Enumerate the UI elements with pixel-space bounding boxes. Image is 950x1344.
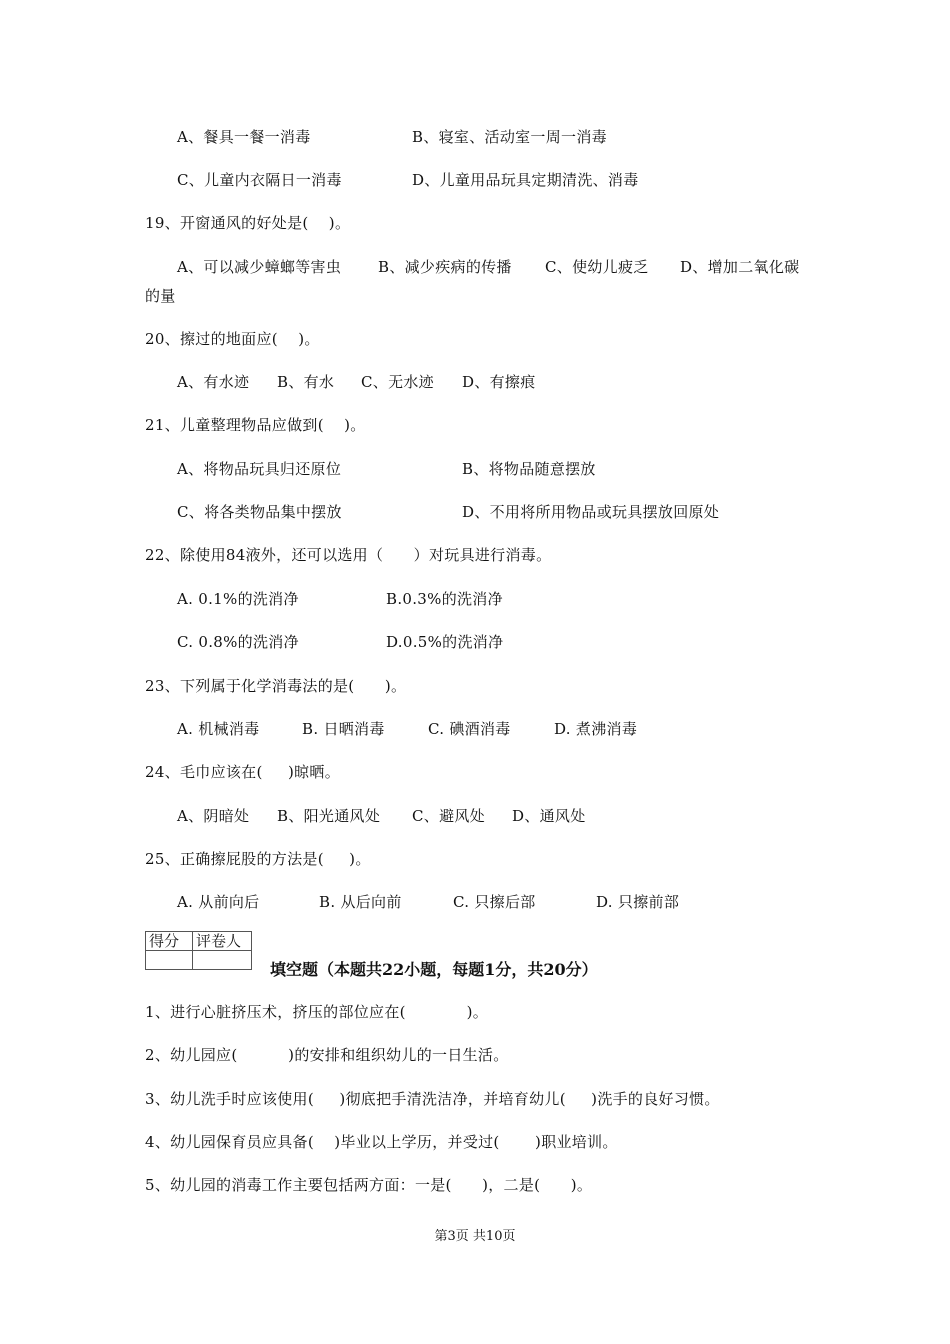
- q25-option-b: B. 从后向前: [319, 893, 402, 911]
- q19-option-a: A、可以减少蟑螂等害虫: [177, 258, 342, 276]
- section-title: 填空题（本题共22小题，每题1分，共20分）: [270, 960, 598, 979]
- q21-stem: 21、儿童整理物品应做到( )。: [145, 416, 366, 434]
- q22-option-a: A. 0.1%的洗消净: [177, 590, 299, 608]
- fill-question-1: 1、进行心脏挤压术，挤压的部位应在( )。: [145, 1003, 489, 1021]
- score-box: [145, 931, 252, 970]
- q19-option-d-continued: 的量: [145, 287, 176, 305]
- q19-option-d: D、增加二氧化碳: [680, 258, 800, 276]
- q19-option-c: C、使幼儿疲乏: [545, 258, 649, 276]
- q20-option-b: B、有水: [277, 373, 335, 391]
- q18-option-d: D、儿童用品玩具定期清洗、消毒: [412, 171, 639, 189]
- score-label: 得分: [146, 932, 193, 951]
- q20-stem: 20、擦过的地面应( )。: [145, 330, 320, 348]
- q24-option-d: D、通风处: [512, 807, 586, 825]
- q20-option-c: C、无水迹: [361, 373, 434, 391]
- q23-option-d: D. 煮沸消毒: [554, 720, 638, 738]
- q21-option-a: A、将物品玩具归还原位: [177, 460, 342, 478]
- fill-question-4: 4、幼儿园保育员应具备( )毕业以上学历，并受过( )职业培训。: [145, 1133, 618, 1151]
- q19-option-b: B、减少疾病的传播: [378, 258, 512, 276]
- q25-option-d: D. 只擦前部: [596, 893, 680, 911]
- q18-option-c: C、儿童内衣隔日一消毒: [177, 171, 342, 189]
- q18-option-a: A、餐具一餐一消毒: [177, 128, 311, 146]
- q24-option-b: B、阳光通风处: [277, 807, 381, 825]
- q21-option-d: D、不用将所用物品或玩具摆放回原处: [462, 503, 720, 521]
- q21-option-c: C、将各类物品集中摆放: [177, 503, 342, 521]
- score-cell: [146, 951, 193, 970]
- fill-question-3: 3、幼儿洗手时应该使用( )彻底把手清洗洁净，并培育幼儿( )洗手的良好习惯。: [145, 1090, 720, 1108]
- q23-stem: 23、下列属于化学消毒法的是( )。: [145, 677, 407, 695]
- q24-option-a: A、阴暗处: [177, 807, 250, 825]
- q21-option-b: B、将物品随意摆放: [462, 460, 596, 478]
- q20-option-d: D、有擦痕: [462, 373, 536, 391]
- q23-option-a: A. 机械消毒: [177, 720, 260, 738]
- grader-cell: [193, 951, 252, 970]
- q23-option-c: C. 碘酒消毒: [428, 720, 511, 738]
- q25-option-a: A. 从前向后: [177, 893, 260, 911]
- q22-stem: 22、除使用84液外，还可以选用（ ）对玩具进行消毒。: [145, 546, 552, 564]
- q18-option-b: B、寝室、活动室一周一消毒: [412, 128, 607, 146]
- q25-option-c: C. 只擦后部: [453, 893, 536, 911]
- q22-option-c: C. 0.8%的洗消净: [177, 633, 299, 651]
- q23-option-b: B. 日晒消毒: [302, 720, 385, 738]
- fill-question-5: 5、幼儿园的消毒工作主要包括两方面：一是( )，二是( )。: [145, 1176, 593, 1194]
- grader-label: 评卷人: [193, 932, 252, 951]
- q24-stem: 24、毛巾应该在( )晾晒。: [145, 763, 341, 781]
- q22-option-b: B.0.3%的洗消净: [386, 590, 503, 608]
- q24-option-c: C、避风处: [412, 807, 485, 825]
- q20-option-a: A、有水迹: [177, 373, 250, 391]
- q22-option-d: D.0.5%的洗消净: [386, 633, 504, 651]
- fill-question-2: 2、幼儿园应( )的安排和组织幼儿的一日生活。: [145, 1046, 509, 1064]
- page-footer: 第3页 共10页: [434, 1229, 516, 1244]
- q19-stem: 19、开窗通风的好处是( )。: [145, 214, 351, 232]
- q25-stem: 25、正确擦屁股的方法是( )。: [145, 850, 371, 868]
